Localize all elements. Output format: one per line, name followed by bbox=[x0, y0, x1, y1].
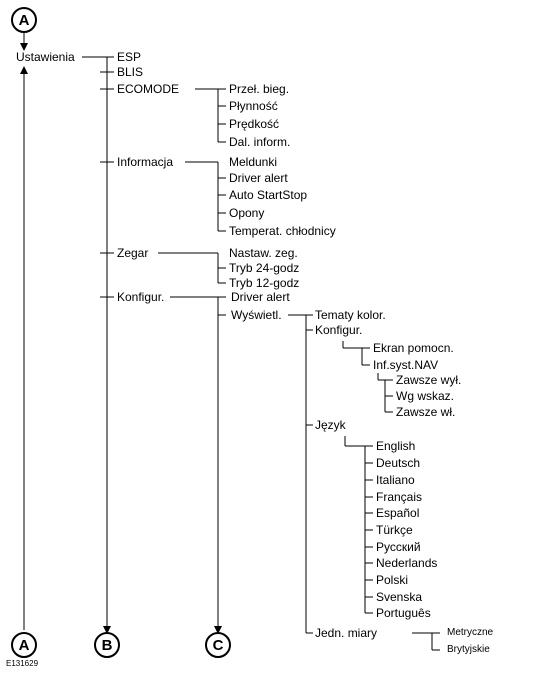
menu-jezyk-item: Deutsch bbox=[376, 456, 421, 470]
menu-informacja-item: Meldunki bbox=[229, 155, 278, 169]
marker-c-bottom: C bbox=[205, 632, 231, 658]
menu-konfigur2-item: Inf.syst.NAV bbox=[373, 358, 439, 372]
image-code: E131629 bbox=[6, 659, 39, 668]
menu-zegar-item: Tryb 24-godz bbox=[229, 261, 300, 275]
menu-infnav-item: Zawsze wł. bbox=[396, 405, 456, 419]
menu-wyswietl-item: Język bbox=[315, 418, 346, 432]
marker-a-bottom: A bbox=[11, 632, 37, 658]
menu-wyswietl-item: Jedn. miary bbox=[315, 626, 378, 640]
menu-l1-zegar: Zegar bbox=[117, 246, 149, 260]
menu-jedn-item: Brytyjskie bbox=[447, 644, 490, 655]
menu-wyswietl-item: Konfigur. bbox=[315, 323, 363, 337]
menu-ecomode-item: Prędkość bbox=[229, 117, 280, 131]
menu-jezyk-item: Français bbox=[376, 490, 423, 504]
menu-ecomode-item: Przeł. bieg. bbox=[229, 82, 290, 96]
menu-jezyk-item: English bbox=[376, 439, 416, 453]
menu-jezyk-item: Русский bbox=[376, 540, 421, 554]
menu-ecomode-item: Dal. inform. bbox=[229, 135, 291, 149]
menu-jezyk-item: Svenska bbox=[376, 590, 423, 604]
menu-informacja-item: Temperat. chłodnicy bbox=[229, 224, 336, 238]
menu-informacja-item: Driver alert bbox=[229, 171, 288, 185]
menu-zegar-item: Nastaw. zeg. bbox=[229, 246, 298, 260]
menu-l1-informacja: Informacja bbox=[117, 155, 174, 169]
menu-l1-ecomode: ECOMODE bbox=[117, 82, 180, 96]
menu-jezyk-item: Português bbox=[376, 606, 431, 620]
menu-jezyk-item: Italiano bbox=[376, 473, 415, 487]
menu-l1-konfigur: Konfigur. bbox=[117, 290, 165, 304]
menu-informacja-item: Opony bbox=[229, 206, 265, 220]
menu-infnav-item: Zawsze wył. bbox=[396, 373, 462, 387]
menu-jezyk-item: Polski bbox=[376, 573, 409, 587]
menu-infnav-item: Wg wskaz. bbox=[396, 389, 455, 403]
menu-jezyk-item: Español bbox=[376, 506, 420, 520]
menu-jedn-item: Metryczne bbox=[447, 627, 494, 638]
menu-konfigur2-item: Ekran pomocn. bbox=[373, 341, 454, 355]
menu-jezyk-item: Türkçe bbox=[376, 523, 413, 537]
menu-zegar-item: Tryb 12-godz bbox=[229, 276, 300, 290]
menu-konfigur-item: Wyświetl. bbox=[231, 308, 282, 322]
menu-l1-blis: BLIS bbox=[117, 65, 144, 79]
menu-l1-esp: ESP bbox=[117, 50, 142, 64]
marker-b-bottom: B bbox=[94, 632, 120, 658]
menu-ecomode-item: Płynność bbox=[229, 99, 278, 113]
menu-konfigur-item: Driver alert bbox=[231, 290, 290, 304]
menu-root: Ustawienia bbox=[16, 50, 75, 64]
menu-informacja-item: Auto StartStop bbox=[229, 188, 308, 202]
menu-jezyk-item: Nederlands bbox=[376, 556, 438, 570]
marker-a-top: A bbox=[11, 7, 37, 33]
menu-wyswietl-item: Tematy kolor. bbox=[315, 308, 386, 322]
